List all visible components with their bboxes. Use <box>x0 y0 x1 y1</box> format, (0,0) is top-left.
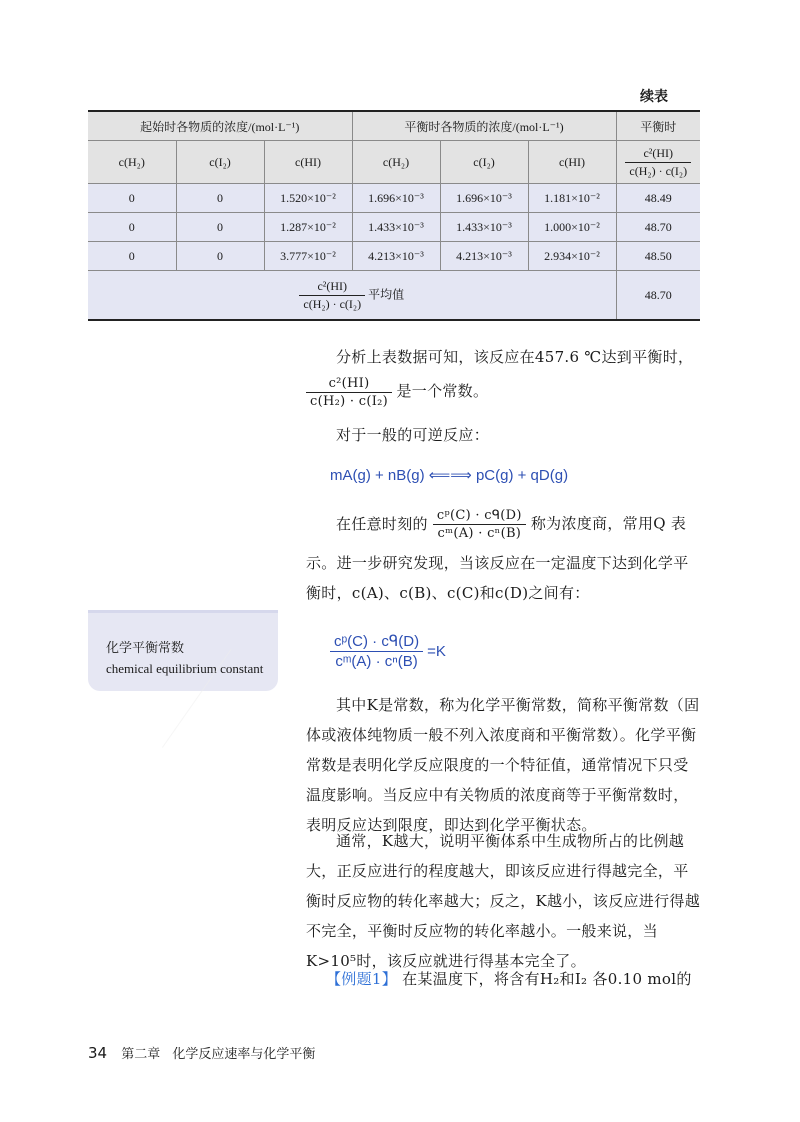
example-1-line <box>306 964 700 994</box>
table-cell: 48.70 <box>616 213 700 242</box>
table-cell: 0 <box>88 242 176 271</box>
k-fraction <box>330 632 423 670</box>
table-cell: 0 <box>176 242 264 271</box>
table-cell: 3.777×10⁻² <box>264 242 352 271</box>
col-header: c(H₂) <box>88 141 176 184</box>
equilibrium-data-table <box>88 110 700 321</box>
table-cell: 2.934×10⁻² <box>528 242 616 271</box>
table-cell: 1.433×10⁻³ <box>352 213 440 242</box>
chapter-label: 第二章 <box>121 1047 161 1062</box>
average-value: 48.70 <box>616 271 700 321</box>
table-cell: 1.433×10⁻³ <box>440 213 528 242</box>
table-cell: 0 <box>176 184 264 213</box>
table-cell: 1.000×10⁻² <box>528 213 616 242</box>
page-footer <box>88 1043 315 1062</box>
k-denominator: cᵐ(A) · cⁿ(B) <box>335 653 418 670</box>
table-cell: 4.213×10⁻³ <box>440 242 528 271</box>
header-at-equilibrium: 平衡时 <box>616 111 700 141</box>
paragraph-5: 通常，K越大，说明平衡体系中生成物所占的比例越大，正反应进行的程度越大，即该反应进行得越完全，平衡时反应物的转化率越大；反之，K越小，该反应进行得越不完全，平衡时反应物的转化率越小。一般来说，当K>10⁵时，该反应就进行得基本完全了。 <box>306 832 701 970</box>
paragraph-1: 分析上表数据可知，该反应在457.6 ℃达到平衡时， <box>336 348 694 366</box>
col-header-ratio <box>616 141 700 184</box>
paragraph-3-pre: 在任意时刻的 <box>336 514 428 533</box>
average-label: 平均值 <box>368 286 405 301</box>
inline-ratio-denominator: c(H₂) · c(I₂) <box>310 394 389 409</box>
avg-ratio-denominator: c(H₂) · c(I₂) <box>303 296 362 311</box>
col-header: c(I₂) <box>440 141 528 184</box>
table-cell: 1.181×10⁻² <box>528 184 616 213</box>
avg-ratio-fraction <box>299 279 365 312</box>
margin-term-english: chemical equilibrium constant <box>106 661 264 676</box>
ratio-fraction <box>625 146 691 179</box>
inline-ratio-numerator: c²(HI) <box>306 376 392 393</box>
col-header: c(I₂) <box>176 141 264 184</box>
paragraph-3-post: 称为浓度商，常用Q 表 <box>530 514 687 533</box>
general-reaction-equation: mA(g) + nB(g) ⟸⟹ pC(g) + qD(g) <box>330 467 569 484</box>
table-cell: 4.213×10⁻³ <box>352 242 440 271</box>
page-number: 34 <box>88 1044 108 1062</box>
col-header: c(HI) <box>528 141 616 184</box>
paragraph-1-end: 是一个常数。 <box>396 382 489 400</box>
table-cell: 1.696×10⁻³ <box>440 184 528 213</box>
table-cell: 48.49 <box>616 184 700 213</box>
table-cell: 1.696×10⁻³ <box>352 184 440 213</box>
inline-ratio-fraction <box>306 376 392 409</box>
ratio-numerator: c²(HI) <box>625 146 691 163</box>
header-initial-concentration: 起始时各物质的浓度/(mol·L⁻¹) <box>88 111 352 141</box>
quotient-numerator: cᵖ(C) · cᑫ(D) <box>433 508 526 525</box>
example-1-text: 在某温度下，将含有H₂和I₂ 各0.10 mol的 <box>402 970 692 988</box>
margin-term-chinese: 化学平衡常数 <box>106 641 185 656</box>
col-header: c(H₂) <box>352 141 440 184</box>
col-header: c(HI) <box>264 141 352 184</box>
ratio-line <box>306 376 700 409</box>
table-cell: 1.287×10⁻² <box>264 213 352 242</box>
table-cell: 1.520×10⁻² <box>264 184 352 213</box>
average-label-cell <box>88 271 616 321</box>
example-1-label: 【例题1】 <box>326 970 398 988</box>
avg-ratio-numerator: c²(HI) <box>299 279 365 296</box>
table-cell: 0 <box>176 213 264 242</box>
chapter-title: 化学反应速率与化学平衡 <box>172 1047 316 1062</box>
paragraph-3-rest: 示。进一步研究发现，当该反应在一定温度下达到化学平衡时，c(A)、c(B)、c(C)和c(D)之间有： <box>306 554 689 602</box>
table-cell: 0 <box>88 213 176 242</box>
quotient-denominator: cᵐ(A) · cⁿ(B) <box>437 526 522 541</box>
continued-table-label: 续表 <box>640 89 668 105</box>
k-numerator: cᵖ(C) · cᑫ(D) <box>330 632 423 652</box>
quotient-fraction <box>433 508 526 541</box>
k-equals: =K <box>427 642 446 660</box>
table-cell: 0 <box>88 184 176 213</box>
equilibrium-constant-equation <box>330 632 446 670</box>
ratio-denominator: c(H₂) · c(I₂) <box>629 163 688 178</box>
header-equilibrium-concentration: 平衡时各物质的浓度/(mol·L⁻¹) <box>352 111 616 141</box>
paragraph-2: 对于一般的可逆反应： <box>336 426 490 444</box>
table-cell: 48.50 <box>616 242 700 271</box>
paragraph-3-head <box>306 508 700 541</box>
paragraph-4: 其中K是常数，称为化学平衡常数，简称平衡常数（固体或液体纯物质一般不列入浓度商和平衡常数）。化学平衡常数是表明化学反应限度的一个特征值，通常情况下只受温度影响。当反应中有关物质的浓度商等于平衡常数时，表明反应达到限度，即达到化学平衡状态。 <box>306 696 700 834</box>
